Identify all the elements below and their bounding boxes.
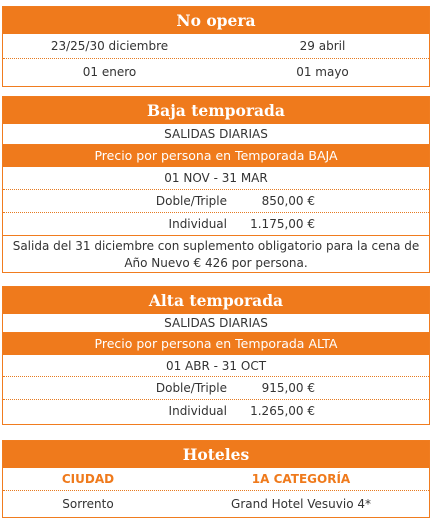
no-opera-date: 29 abril <box>299 39 346 53</box>
hoteles-col-city: CIUDAD <box>61 472 115 486</box>
alta-doble-row <box>3 377 429 400</box>
alta-individual-row <box>3 400 429 422</box>
baja-individual-label: Individual <box>168 217 227 231</box>
baja-doble-label: Doble/Triple <box>155 194 227 208</box>
alta-temporada-title: Alta temporada <box>3 287 429 314</box>
alta-doble-price: 915,00 € <box>261 381 315 395</box>
baja-precio-header: Precio por persona en Temporada BAJA <box>3 145 429 167</box>
no-opera-row <box>3 34 429 59</box>
alta-individual-price: 1.265,00 € <box>250 404 315 418</box>
alta-dates: 01 ABR - 31 OCT <box>3 355 429 377</box>
baja-salidas: SALIDAS DIARIAS <box>3 124 429 145</box>
no-opera-date: 01 mayo <box>296 65 349 79</box>
baja-doble-price: 850,00 € <box>261 194 315 208</box>
no-opera-date: 01 enero <box>82 65 137 79</box>
no-opera-row <box>3 59 429 85</box>
no-opera-date: 23/25/30 diciembre <box>50 39 169 53</box>
baja-dates: 01 NOV - 31 MAR <box>3 167 429 190</box>
no-opera-section <box>2 6 430 87</box>
no-opera-title: No opera <box>3 7 429 34</box>
alta-individual-label: Individual <box>168 404 227 418</box>
baja-individual-price: 1.175,00 € <box>250 217 315 231</box>
alta-precio-header: Precio por persona en Temporada ALTA <box>3 333 429 355</box>
hoteles-section <box>2 440 430 518</box>
baja-doble-row <box>3 190 429 213</box>
hoteles-hotel: Grand Hotel Vesuvio 4* <box>231 497 371 511</box>
alta-salidas: SALIDAS DIARIAS <box>3 314 429 333</box>
alta-temporada-section <box>2 286 430 425</box>
hoteles-title: Hoteles <box>3 441 429 468</box>
hoteles-city: Sorrento <box>62 497 114 511</box>
baja-note: Salida del 31 diciembre con suplemento obligatorio para la cena de Año Nuevo € 426 por persona. <box>12 239 420 270</box>
hoteles-col-category: 1A CATEGORÍA <box>251 472 351 486</box>
baja-temporada-section <box>2 96 430 273</box>
hoteles-header-row <box>3 468 429 491</box>
alta-doble-label: Doble/Triple <box>155 381 227 395</box>
hoteles-row <box>3 491 429 517</box>
baja-individual-row <box>3 213 429 236</box>
baja-temporada-title: Baja temporada <box>3 97 429 124</box>
